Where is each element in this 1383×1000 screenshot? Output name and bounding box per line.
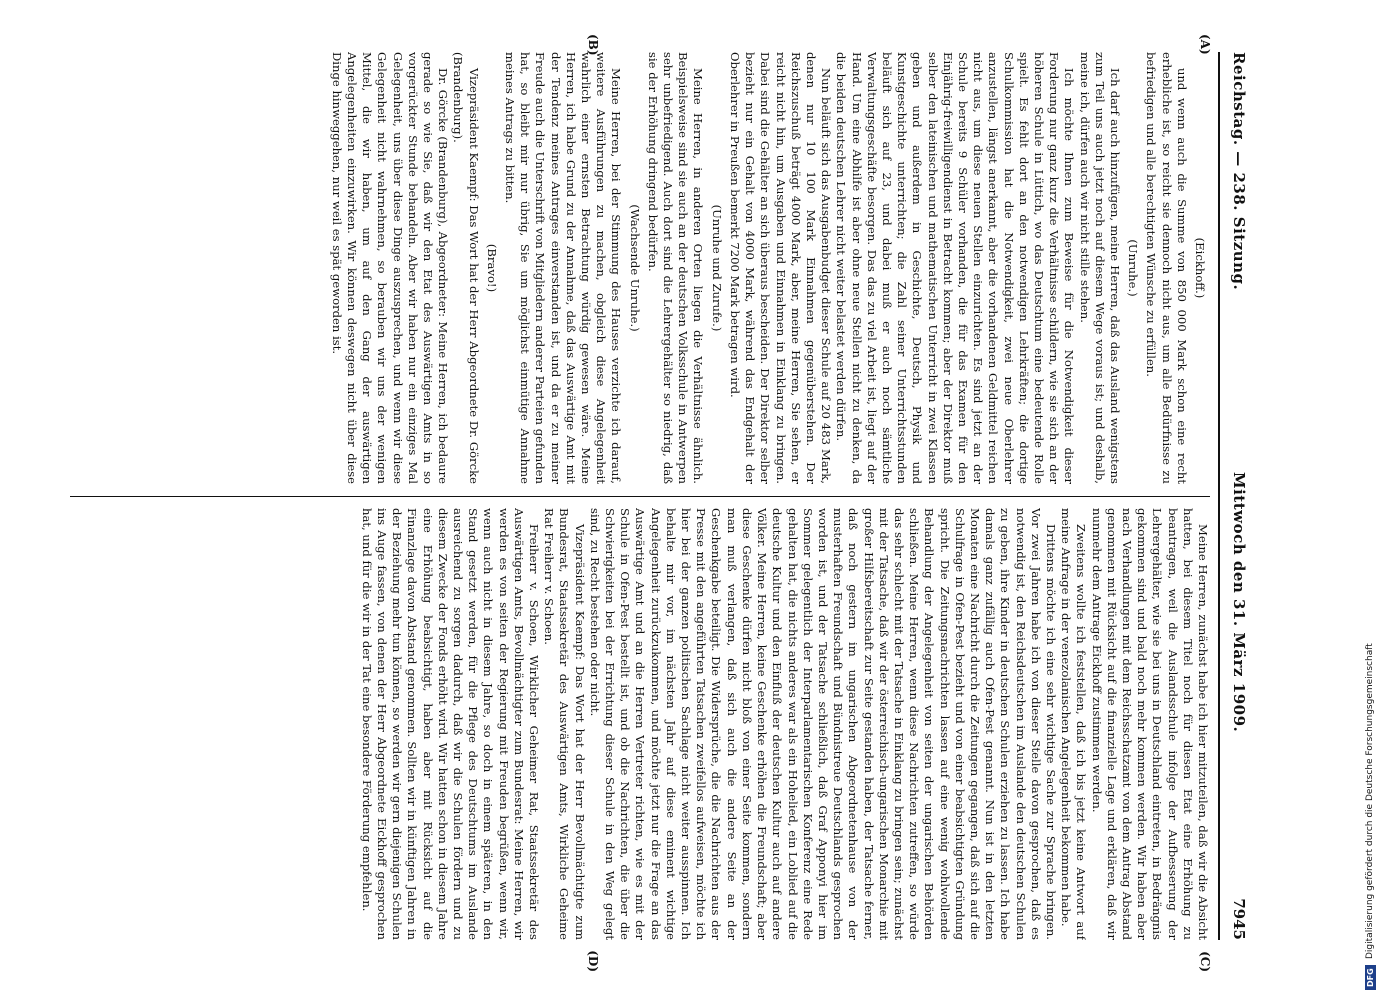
column-divider — [70, 496, 1210, 497]
paragraph: Drittens möchte ich eine sehr wichtige Sache zur Sprache bringen. Vor zwei Jahren habe ich von dieser Stelle davon gesprochen, daß es notwendig ist, den Reichsdeutschen im Auslande den deutschen Schulen zu geben, ihre Kinder in deutschen Schulen erziehen zu lassen. Ich habe damals ganz zufällig auch Ofen-Pest genannt. Nun ist in den letzten Monaten eine Nachricht durch die Zeitungen gegangen, daß sich auf die Schulfrage in Ofen-Pest bezieht und von einer beabsichtigten Gründung spricht. Die Zeitungsnachrichten lassen auf eine wenig wohlwollende Behandlung der Angelegenheit von seiten der ungarischen Behörden schließen. Meine Herren, wenn diese Nachrichten zutreffen, so würde das sehr schlecht mit der Tatsache in Einklang zu bringen sein; zunächst mit der Tatsache, daß wir der österreichisch-ungarischen Monarchie mit großer Hilfsbereitschaft zur Seite gestanden haben, der Tatsache ferner, daß noch gestern im ungarischen Abgeordnetenhause von der musterhaften Freundschaft und Bündnistreue Deutschlands gesprochen worden ist, und der Tatsache schließlich, daß Graf Apponyi hier im Sommer gelegentlich der Interparlamentarischen Konferenz eine Rede gehalten hat, die nichts anderes war als ein Hohelied, ein Loblied auf die deutsche Kultur und den Einfluß der deutschen Kultur auch auf andere Völker. Meine Herren, keine Geschenke erhöhen die Freundschaft; aber diese Geschenke dürfen nicht bloß von einer Seite kommen, sondern man muß verlangen, daß sich auch die andere Seite an der Geschenkgabe beteiligt. Die Widersprüche, die die Nachrichten aus der Presse mit den angeführten Tatsachen zweifellos aufweisen, möchte ich hier bei der ganzen politischen Sachlage nicht weiter ausspinnen. Ich behalte mir vor, im nächsten Jahr auf diese eminent wichtige Angelegenheit zurückzukommen, und möchte jetzt nur die Frage an das Auswärtige Amt und an die Herren Vertreter richten, wie es mit der Schule in Ofen-Pest bestellt ist, und ob die Nachrichten, die über die Schwierigkeiten bei der Errichtung dieser Schule in den Weg gelegt sind, zu Recht bestehen oder nicht. — [587, 508, 1058, 940]
left-column — [70, 52, 1210, 484]
header-session: Reichstag. — 238. Sitzung. — [1230, 52, 1248, 291]
paragraph: und wenn auch die Summe von 850 000 Mark schon eine recht erhebliche ist, so reicht sie dennoch nicht aus, um alle Bedürfnisse zu befriedigen und alle berechtigten Wünsche zu erfüllen. — [1144, 52, 1189, 484]
paragraph: Meine Herren, zunächst habe ich hier mitzuteilen, daß wir die Absicht hatten, bei diesem Titel noch für diesen Etat eine Erhöhung zu beantragen, weil die Auslandsschule infolge der Aufbesserung der Lehrergehälter, wie sie bei uns in Deutschland eintreten, in Bedrängnis gekommen sind und bald noch mehr kommen werden. Wir haben aber nach Verhandlungen mit dem Reichsschatzamt von dem Antrag Abstand genommen mit Rücksicht auf die finanzielle Lage und erklären, daß wir nunmehr dem Antrage Eickhoff zustimmen werden. — [1089, 508, 1210, 940]
margin-mark-d: (D) — [586, 950, 600, 972]
paragraph: Vizepräsident Kaempf: Das Wort hat der Herr Abgeordnete Dr. Görcke (Brandenburg). — [451, 52, 481, 484]
dfg-credit — [1365, 10, 1379, 990]
page-number: 7945 — [1230, 898, 1248, 940]
dfg-credit-text: Digitalisierung gefördert durch die Deutsche Forschungsgemeinschaft — [1365, 643, 1375, 960]
margin-mark-c: (C) — [1198, 951, 1212, 972]
paragraph: Zweitens wollte ich feststellen, daß ich bis jetzt keine Antwort auf meine Anfrage in der venezolanischen Angelegenheit bekommen habe. — [1059, 508, 1089, 940]
interjection: (Unruhe.) — [1126, 239, 1141, 297]
margin-mark-b: (B) — [586, 34, 600, 56]
paragraph: Ich darf auch hinzufügen, meine Herren, daß das Ausland wenigstens zum Teil uns auch jetzt noch auf diesem Wege voraus ist; und deshalb, meine ich, dürfen auch wir nicht stille stehen. — [1077, 52, 1122, 484]
interjection: (Wachsende Unruhe.) — [627, 204, 642, 332]
page-header — [1222, 52, 1248, 940]
margin-mark-a: (A) — [1198, 34, 1212, 55]
paragraph: Dr. Görcke (Brandenburg), Abgeordneter: Meine Herren, ich bedaure gerade so wie Sie, daß wir den Etat des Auswärtigen Amts in so vorgerückter Stunde behandeln. Aber wir haben nur ein einziges Mal Gelegenheit, uns über diese Dinge auszusprechen, und wenn wir diese Gelegenheit nicht wahrnehmen, so berauben wir uns der wenigen Mittel, die wir haben, um auf den Gang der auswärtigen Angelegenheiten einzuwirken. Wir können deswegen nicht über diese Dinge hinweggehen, nur weil es spät geworden ist. — [329, 52, 451, 484]
paragraph: Nun beläuft sich das Ausgabenbudget dieser Schule auf 20 483 Mark, denen nur 10 100 Mark Einnahmen gegenüberstehen. Der Reichszuschuß beträgt 4000 Mark, aber, meine Herren, Sie sehen, er reicht nicht hin, um Ausgaben und Einnahmen in Einklang zu bringen. Dabei sind die Gehälter an sich überaus bescheiden. Der Direktor selber bezieht nur ein Gehalt von 4000 Mark, während das Endgehalt der Oberlehrer in Preußen bemerkt 7200 Mark betragen wird. — [727, 52, 834, 484]
paragraph: Freiherr v. Schoen, Wirklicher Geheimer Rat, Staatssekretär des Auswärtigen Amts, Bevollmächtigter zum Bundesrat: Meine Herren, wir werden es von seiten der Regierung mit Freuden begrüßen, wenn wir, wenn auch nicht in diesem Jahre, so doch in einem späteren, in den Stand gesetzt werden, für die Pflege des Deutschtums im Auslande ausreichend zu sorgen dadurch, daß wir die Schulen fördern und zu diesem Zwecke der Fonds erhöht wird. Wir hatten schon in diesem Jahre eine Erhöhung beabsichtigt, haben aber mit Rücksicht auf die Finanzlage davon Abstand genommen. Sollten wir in künftigen Jahren in der Beziehung mehr tun können, so werden wir gern diejenigen Schulen ins Auge fassen, von denen der Herr Abgeordnete Eickhoff gesprochen hat, und für die wir in der Tat eine besondere Förderung empfehlen. — [359, 508, 542, 940]
dfg-logo-icon: DFG — [1365, 965, 1376, 990]
paragraph: Ich möchte Ihnen zum Beweise für die Notwendigkeit dieser Forderung nur ganz kurz die Verhältnisse schildern, wie sie sich an der höheren Schule in Lüttich, wo das Deutschtum eine bedeutende Rolle spielt. Es fehlt dort an den notwendigen Lehrkräften; die dortige Schulkommission hat die Notwendigkeit, zwei neue Oberlehrer anzustellen, längst anerkannt, aber die vorhandenen Geldmittel reichen nicht aus, um diese neuen Stellen einzurichten. Es sind jetzt an der Schule bereits 9 Schüler vorhanden, die für das Examen für den Einjährig-freiwilligendienst in Betracht kommen; aber der Direktor muß selber den lateinischen und mathematischen Unterricht in zwei Klassen geben und außerdem in Geschichte, Deutsch, Physik und Kunstgeschichte unterrichten; die Zahl seiner Unterrichtsstunden beläuft sich auf 23, und dabei muß er auch noch sämtliche Verwaltungsgeschäfte besorgen. Das das zu viel Arbeit ist, liegt auf der Hand. Um eine Abhilfe ist aber ohne neue Stellen nicht zu denken, da die beiden deutschen Lehrer nicht weiter belastet werden dürfen. — [834, 52, 1077, 484]
header-rule — [1218, 52, 1220, 940]
header-date: Mittwoch den 31. März 1909. — [1230, 472, 1248, 733]
text-columns — [70, 52, 1210, 940]
paragraph: Meine Herren, bei der Stimmung des Hauses verzichte ich darauf, weitere Ausführungen zu machen, obgleich diese Angelegenheit wahrlich einer ernsten Betrachtung würdig gewesen wäre. Meine Herren, ich habe Grund zu der Annahme, daß das Auswärtige Amt mit der Tendenz meines Antrages einverstanden ist, und da er zu meiner Freude auch die Unterschrift von Mitgliedern anderer Parteien gefunden hat, so bleibt mir nur übrig, Sie um möglichst einmütige Annahme meines Antrags zu bitten. — [503, 52, 624, 484]
interjection: (Unruhe und Zurufe.) — [709, 204, 724, 332]
paragraph: Meine Herren, in anderen Orten liegen die Verhältnisse ähnlich. Beispielsweise sind sie auch an der deutschen Volksschule in Antwerpen sehr unbefriedigend. Auch dort sind die Lehrergehälter so niedrig, daß sie der Erhöhung dringend bedürfen. — [645, 52, 706, 484]
interjection: (Bravo!) — [484, 243, 499, 293]
interjection: (Eickhoff.) — [1193, 237, 1207, 299]
paragraph: Vizepräsident Kaempf: Das Wort hat der Herr Bevollmächtigte zum Bundesrat, Staatssekretär des Auswärtigen Amts, Wirkliche Geheime Rat Freiherr v. Schoen. — [542, 508, 587, 940]
right-column — [70, 508, 1210, 940]
